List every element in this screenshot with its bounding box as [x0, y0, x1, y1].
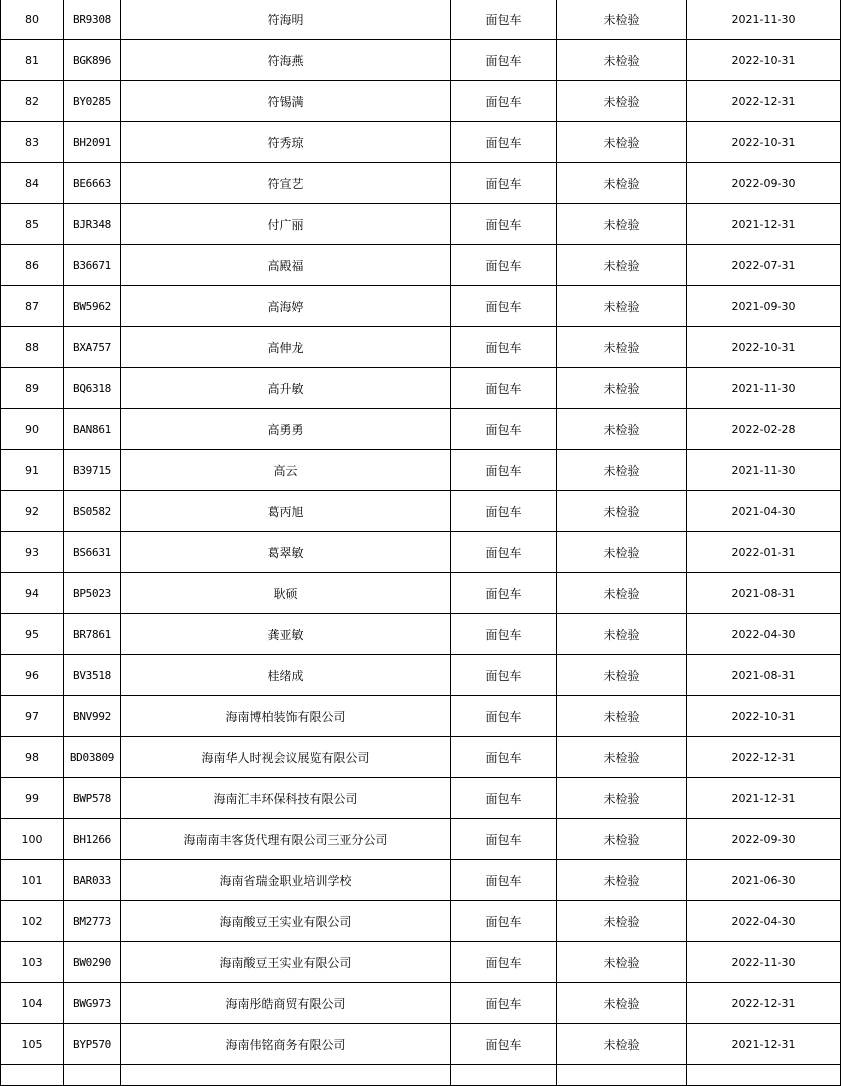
- plate-number-cell: BYP570: [64, 1024, 121, 1065]
- plate-number-cell: B39715: [64, 450, 121, 491]
- row-number-cell: 91: [1, 450, 64, 491]
- table-row: [1, 0, 841, 40]
- table-row: [1, 573, 841, 614]
- plate-number-cell: BW0290: [64, 942, 121, 983]
- inspection-status-cell: 未检验: [557, 491, 687, 532]
- row-number-cell: 92: [1, 491, 64, 532]
- table-row: [1, 245, 841, 286]
- expiry-date-cell: 2022-10-31: [687, 122, 841, 163]
- expiry-date-cell: 2022-04-30: [687, 614, 841, 655]
- table-row: [1, 491, 841, 532]
- expiry-date-cell: 2022-12-31: [687, 983, 841, 1024]
- inspection-status-cell: 未检验: [557, 737, 687, 778]
- table-row: [1, 409, 841, 450]
- expiry-date-cell: 2022-12-31: [687, 81, 841, 122]
- vehicle-type-cell: 面包车: [451, 655, 557, 696]
- row-number-cell: 83: [1, 122, 64, 163]
- plate-number-cell: BWG973: [64, 983, 121, 1024]
- inspection-status-cell: 未检验: [557, 163, 687, 204]
- plate-number-cell: BP5023: [64, 573, 121, 614]
- expiry-date-cell: 2021-12-31: [687, 1024, 841, 1065]
- table-cell-empty: [451, 1065, 557, 1086]
- row-number-cell: 85: [1, 204, 64, 245]
- row-number-cell: 102: [1, 901, 64, 942]
- owner-name-cell: 高勇勇: [121, 409, 451, 450]
- table-cell-empty: [64, 1065, 121, 1086]
- expiry-date-cell: 2022-07-31: [687, 245, 841, 286]
- owner-name-cell: 符海明: [121, 0, 451, 40]
- row-number-cell: 81: [1, 40, 64, 81]
- inspection-status-cell: 未检验: [557, 1024, 687, 1065]
- expiry-date-cell: 2021-06-30: [687, 860, 841, 901]
- vehicle-type-cell: 面包车: [451, 40, 557, 81]
- plate-number-cell: BH2091: [64, 122, 121, 163]
- expiry-date-cell: 2021-12-31: [687, 778, 841, 819]
- table-body: [1, 0, 841, 1086]
- owner-name-cell: 付广丽: [121, 204, 451, 245]
- owner-name-cell: 符海燕: [121, 40, 451, 81]
- plate-number-cell: B36671: [64, 245, 121, 286]
- vehicle-type-cell: 面包车: [451, 819, 557, 860]
- expiry-date-cell: 2022-10-31: [687, 327, 841, 368]
- row-number-cell: 87: [1, 286, 64, 327]
- owner-name-cell: 符锡满: [121, 81, 451, 122]
- row-number-cell: 93: [1, 532, 64, 573]
- plate-number-cell: BW5962: [64, 286, 121, 327]
- table-cell-empty: [687, 1065, 841, 1086]
- table-row: [1, 655, 841, 696]
- table-row: [1, 737, 841, 778]
- vehicle-type-cell: 面包车: [451, 942, 557, 983]
- plate-number-cell: BGK896: [64, 40, 121, 81]
- vehicle-type-cell: 面包车: [451, 573, 557, 614]
- row-number-cell: 95: [1, 614, 64, 655]
- owner-name-cell: 葛丙旭: [121, 491, 451, 532]
- table-row: [1, 122, 841, 163]
- vehicle-type-cell: 面包车: [451, 409, 557, 450]
- owner-name-cell: 符宣艺: [121, 163, 451, 204]
- plate-number-cell: BWP578: [64, 778, 121, 819]
- owner-name-cell: 海南博柏装饰有限公司: [121, 696, 451, 737]
- plate-number-cell: BR9308: [64, 0, 121, 40]
- row-number-cell: 94: [1, 573, 64, 614]
- row-number-cell: 103: [1, 942, 64, 983]
- inspection-status-cell: 未检验: [557, 409, 687, 450]
- vehicle-type-cell: 面包车: [451, 737, 557, 778]
- table-row: [1, 778, 841, 819]
- table-row: [1, 532, 841, 573]
- table-row: [1, 1024, 841, 1065]
- vehicle-type-cell: 面包车: [451, 368, 557, 409]
- owner-name-cell: 高海婷: [121, 286, 451, 327]
- inspection-status-cell: 未检验: [557, 614, 687, 655]
- expiry-date-cell: 2022-01-31: [687, 532, 841, 573]
- vehicle-type-cell: 面包车: [451, 163, 557, 204]
- vehicle-type-cell: 面包车: [451, 1024, 557, 1065]
- plate-number-cell: BS6631: [64, 532, 121, 573]
- vehicle-type-cell: 面包车: [451, 327, 557, 368]
- owner-name-cell: 龚亚敏: [121, 614, 451, 655]
- plate-number-cell: BY0285: [64, 81, 121, 122]
- row-number-cell: 100: [1, 819, 64, 860]
- plate-number-cell: BD03809: [64, 737, 121, 778]
- vehicle-type-cell: 面包车: [451, 204, 557, 245]
- table-row-partial-bottom: [1, 1065, 841, 1086]
- owner-name-cell: 高云: [121, 450, 451, 491]
- expiry-date-cell: 2021-09-30: [687, 286, 841, 327]
- table-cell-empty: [121, 1065, 451, 1086]
- vehicle-type-cell: 面包车: [451, 860, 557, 901]
- vehicle-type-cell: 面包车: [451, 450, 557, 491]
- inspection-status-cell: 未检验: [557, 942, 687, 983]
- vehicle-type-cell: 面包车: [451, 122, 557, 163]
- inspection-status-cell: 未检验: [557, 368, 687, 409]
- owner-name-cell: 高伸龙: [121, 327, 451, 368]
- inspection-status-cell: 未检验: [557, 450, 687, 491]
- table-row: [1, 983, 841, 1024]
- inspection-status-cell: 未检验: [557, 983, 687, 1024]
- plate-number-cell: BJR348: [64, 204, 121, 245]
- expiry-date-cell: 2022-02-28: [687, 409, 841, 450]
- owner-name-cell: 海南伟铭商务有限公司: [121, 1024, 451, 1065]
- table-row: [1, 204, 841, 245]
- inspection-status-cell: 未检验: [557, 573, 687, 614]
- row-number-cell: 80: [1, 0, 64, 40]
- inspection-status-cell: 未检验: [557, 286, 687, 327]
- expiry-date-cell: 2022-04-30: [687, 901, 841, 942]
- row-number-cell: 90: [1, 409, 64, 450]
- inspection-status-cell: 未检验: [557, 204, 687, 245]
- vehicle-type-cell: 面包车: [451, 0, 557, 40]
- owner-name-cell: 海南酸豆王实业有限公司: [121, 901, 451, 942]
- plate-number-cell: BAN861: [64, 409, 121, 450]
- row-number-cell: 104: [1, 983, 64, 1024]
- plate-number-cell: BAR033: [64, 860, 121, 901]
- table-row: [1, 40, 841, 81]
- expiry-date-cell: 2022-10-31: [687, 696, 841, 737]
- plate-number-cell: BS0582: [64, 491, 121, 532]
- expiry-date-cell: 2021-11-30: [687, 450, 841, 491]
- inspection-status-cell: 未检验: [557, 696, 687, 737]
- owner-name-cell: 耿硕: [121, 573, 451, 614]
- row-number-cell: 99: [1, 778, 64, 819]
- plate-number-cell: BNV992: [64, 696, 121, 737]
- plate-number-cell: BXA757: [64, 327, 121, 368]
- owner-name-cell: 海南省瑞金职业培训学校: [121, 860, 451, 901]
- row-number-cell: 97: [1, 696, 64, 737]
- vehicle-type-cell: 面包车: [451, 696, 557, 737]
- table-row: [1, 368, 841, 409]
- owner-name-cell: 高升敏: [121, 368, 451, 409]
- row-number-cell: 88: [1, 327, 64, 368]
- vehicle-type-cell: 面包车: [451, 81, 557, 122]
- table-row: [1, 327, 841, 368]
- owner-name-cell: 海南汇丰环保科技有限公司: [121, 778, 451, 819]
- plate-number-cell: BE6663: [64, 163, 121, 204]
- expiry-date-cell: 2021-04-30: [687, 491, 841, 532]
- expiry-date-cell: 2022-11-30: [687, 942, 841, 983]
- expiry-date-cell: 2022-10-31: [687, 40, 841, 81]
- vehicle-type-cell: 面包车: [451, 983, 557, 1024]
- inspection-status-cell: 未检验: [557, 0, 687, 40]
- expiry-date-cell: 2021-08-31: [687, 655, 841, 696]
- row-number-cell: 101: [1, 860, 64, 901]
- table-row: [1, 286, 841, 327]
- vehicle-type-cell: 面包车: [451, 286, 557, 327]
- vehicle-type-cell: 面包车: [451, 245, 557, 286]
- table-cell-empty: [1, 1065, 64, 1086]
- plate-number-cell: BR7861: [64, 614, 121, 655]
- expiry-date-cell: 2021-11-30: [687, 368, 841, 409]
- expiry-date-cell: 2021-12-31: [687, 204, 841, 245]
- table-row: [1, 614, 841, 655]
- table-row: [1, 450, 841, 491]
- owner-name-cell: 海南酸豆王实业有限公司: [121, 942, 451, 983]
- expiry-date-cell: 2021-08-31: [687, 573, 841, 614]
- inspection-status-cell: 未检验: [557, 819, 687, 860]
- owner-name-cell: 高殿福: [121, 245, 451, 286]
- vehicle-type-cell: 面包车: [451, 901, 557, 942]
- row-number-cell: 82: [1, 81, 64, 122]
- table-row: [1, 860, 841, 901]
- row-number-cell: 98: [1, 737, 64, 778]
- table-cell-empty: [557, 1065, 687, 1086]
- inspection-status-cell: 未检验: [557, 122, 687, 163]
- inspection-status-cell: 未检验: [557, 860, 687, 901]
- inspection-status-cell: 未检验: [557, 245, 687, 286]
- owner-name-cell: 桂绪成: [121, 655, 451, 696]
- plate-number-cell: BQ6318: [64, 368, 121, 409]
- expiry-date-cell: 2022-09-30: [687, 819, 841, 860]
- row-number-cell: 105: [1, 1024, 64, 1065]
- table-row: [1, 81, 841, 122]
- vehicle-type-cell: 面包车: [451, 491, 557, 532]
- row-number-cell: 96: [1, 655, 64, 696]
- expiry-date-cell: 2022-12-31: [687, 737, 841, 778]
- row-number-cell: 89: [1, 368, 64, 409]
- inspection-status-cell: 未检验: [557, 532, 687, 573]
- plate-number-cell: BM2773: [64, 901, 121, 942]
- owner-name-cell: 符秀琼: [121, 122, 451, 163]
- inspection-status-cell: 未检验: [557, 655, 687, 696]
- inspection-status-cell: 未检验: [557, 901, 687, 942]
- vehicle-type-cell: 面包车: [451, 532, 557, 573]
- table-row: [1, 163, 841, 204]
- inspection-status-cell: 未检验: [557, 327, 687, 368]
- expiry-date-cell: 2022-09-30: [687, 163, 841, 204]
- expiry-date-cell: 2021-11-30: [687, 0, 841, 40]
- owner-name-cell: 海南彤皓商贸有限公司: [121, 983, 451, 1024]
- owner-name-cell: 海南华人时视会议展览有限公司: [121, 737, 451, 778]
- table-row: [1, 696, 841, 737]
- table-row: [1, 819, 841, 860]
- inspection-status-cell: 未检验: [557, 40, 687, 81]
- row-number-cell: 84: [1, 163, 64, 204]
- inspection-status-cell: 未检验: [557, 778, 687, 819]
- table-row: [1, 901, 841, 942]
- plate-number-cell: BV3518: [64, 655, 121, 696]
- plate-number-cell: BH1266: [64, 819, 121, 860]
- vehicle-type-cell: 面包车: [451, 614, 557, 655]
- owner-name-cell: 海南南丰客货代理有限公司三亚分公司: [121, 819, 451, 860]
- inspection-status-cell: 未检验: [557, 81, 687, 122]
- row-number-cell: 86: [1, 245, 64, 286]
- table-row: [1, 942, 841, 983]
- owner-name-cell: 葛翠敏: [121, 532, 451, 573]
- vehicle-type-cell: 面包车: [451, 778, 557, 819]
